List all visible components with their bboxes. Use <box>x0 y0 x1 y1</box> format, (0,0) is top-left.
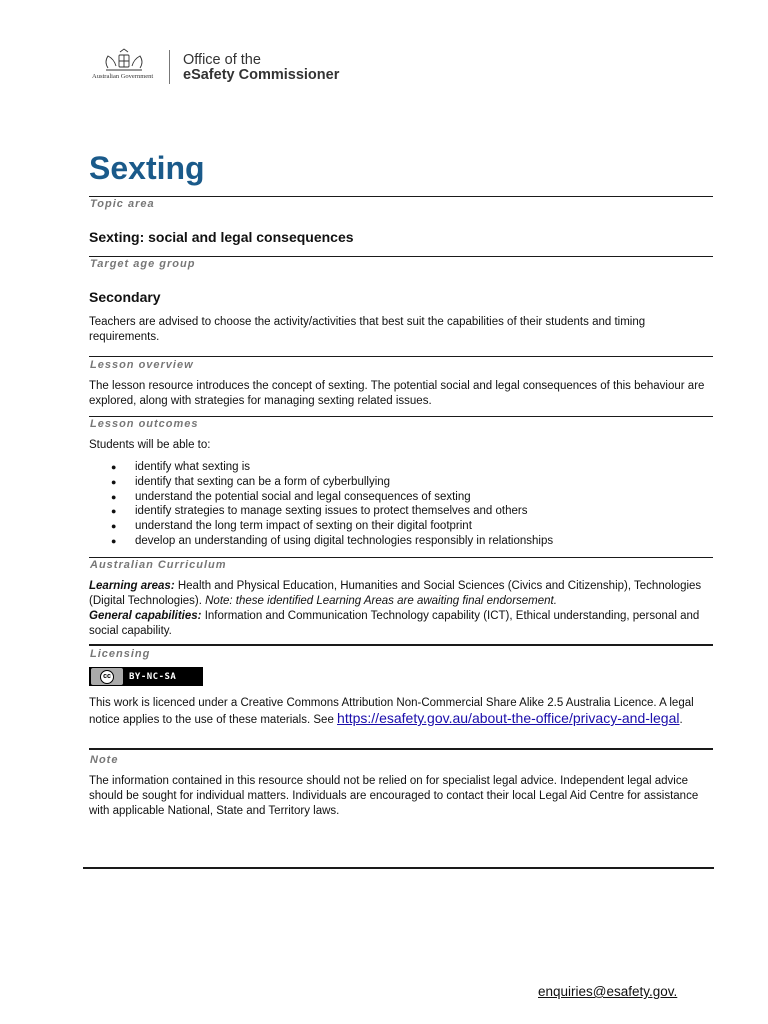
general-capabilities-label: General capabilities: <box>89 610 202 622</box>
bullet-icon: ● <box>111 521 117 532</box>
section-divider <box>89 748 713 750</box>
learning-areas-text: Health and Physical Education, Humanities and Social Sciences (Civics and Citizenship), Technologies (Digital Technologies). <box>89 580 702 607</box>
licensing-body: This work is licenced under a Creative Commons Attribution Non-Commercial Share Alike 2.5 Australia Licence. A legal notice applies to the use of these materials. See <box>89 697 694 726</box>
curriculum-text <box>89 579 713 639</box>
cc-logo-icon <box>91 668 123 685</box>
enquiries-email-link[interactable]: enquiries@esafety.gov. <box>538 984 678 999</box>
note-text: The information contained in this resource should not be relied on for specialist legal advice. Independent legal advice should be sought for individual matters. Individuals are encouraged to contact their local Legal Aid Centre for assistance with applicable National, State and Territory laws. <box>89 775 699 817</box>
creative-commons-badge <box>89 667 203 686</box>
lesson-overview-label: Lesson overview <box>90 359 194 371</box>
cc-license-terms: BY-NC-SA <box>129 671 177 682</box>
outcomes-list <box>89 460 709 549</box>
list-item <box>89 504 709 519</box>
privacy-legal-link[interactable]: https://esafety.gov.au/about-the-office/privacy-and-legal <box>337 710 680 726</box>
header-divider <box>169 50 170 84</box>
target-age-value: Secondary <box>89 289 161 305</box>
list-item-text: develop an understanding of using digital technologies responsibly in relationships <box>135 534 554 547</box>
section-divider <box>89 644 713 646</box>
lesson-outcomes-intro: Students will be able to: <box>89 439 211 451</box>
licensing-trailing: . <box>679 714 683 726</box>
target-age-label: Target age group <box>90 258 196 270</box>
general-capabilities-text: Information and Communication Technology capability (ICT), Ethical understanding, personal and social capability. <box>89 610 700 637</box>
bullet-icon: ● <box>111 462 117 472</box>
page-bottom-rule <box>83 867 714 869</box>
topic-area-value: Sexting: social and legal consequences <box>89 229 354 245</box>
topic-area-label: Topic area <box>90 198 155 210</box>
learning-areas-label: Learning areas: <box>89 580 175 592</box>
section-divider <box>89 356 713 357</box>
section-divider <box>89 196 713 197</box>
list-item-text: identify that sexting can be a form of cyberbullying <box>135 475 391 488</box>
page-title: Sexting <box>89 150 205 186</box>
target-age-note: Teachers are advised to choose the activity/activities that best suit the capabilities of their students and timing requirements. <box>89 316 646 343</box>
lesson-overview-text: The lesson resource introduces the concept of sexting. The potential social and legal consequences of this behaviour are explored, along with strategies for managing sexting related issues. <box>89 380 705 407</box>
bullet-icon: ● <box>111 535 117 546</box>
section-divider <box>89 256 713 257</box>
licensing-text <box>89 696 713 728</box>
bullet-icon: ● <box>111 491 117 502</box>
learning-areas-note: Note: these identified Learning Areas are awaiting final endorsement. <box>205 595 557 607</box>
list-item <box>89 534 709 549</box>
list-item <box>89 475 709 490</box>
note-label: Note <box>90 754 119 766</box>
office-title-line2: eSafety Commissioner <box>183 67 340 83</box>
list-item <box>89 460 709 475</box>
list-item <box>89 490 709 505</box>
licensing-label: Licensing <box>90 648 151 660</box>
list-item-text: understand the potential social and legal consequences of sexting <box>135 490 471 503</box>
list-item-text: understand the long term impact of sexting on their digital footprint <box>135 520 472 533</box>
list-item <box>89 519 709 534</box>
list-item-text: identify strategies to manage sexting issues to protect themselves and others <box>135 505 528 518</box>
bullet-icon: ● <box>111 476 117 487</box>
lesson-outcomes-label: Lesson outcomes <box>90 418 199 430</box>
australian-government-label: Australian Government <box>92 73 154 80</box>
list-item-text: identify what sexting is <box>135 461 251 473</box>
section-divider <box>89 416 713 417</box>
office-title-line1: Office of the <box>183 52 261 68</box>
bullet-icon: ● <box>111 506 117 517</box>
cc-symbol: cc <box>100 670 114 684</box>
curriculum-label: Australian Curriculum <box>90 559 227 571</box>
section-divider <box>89 557 713 558</box>
